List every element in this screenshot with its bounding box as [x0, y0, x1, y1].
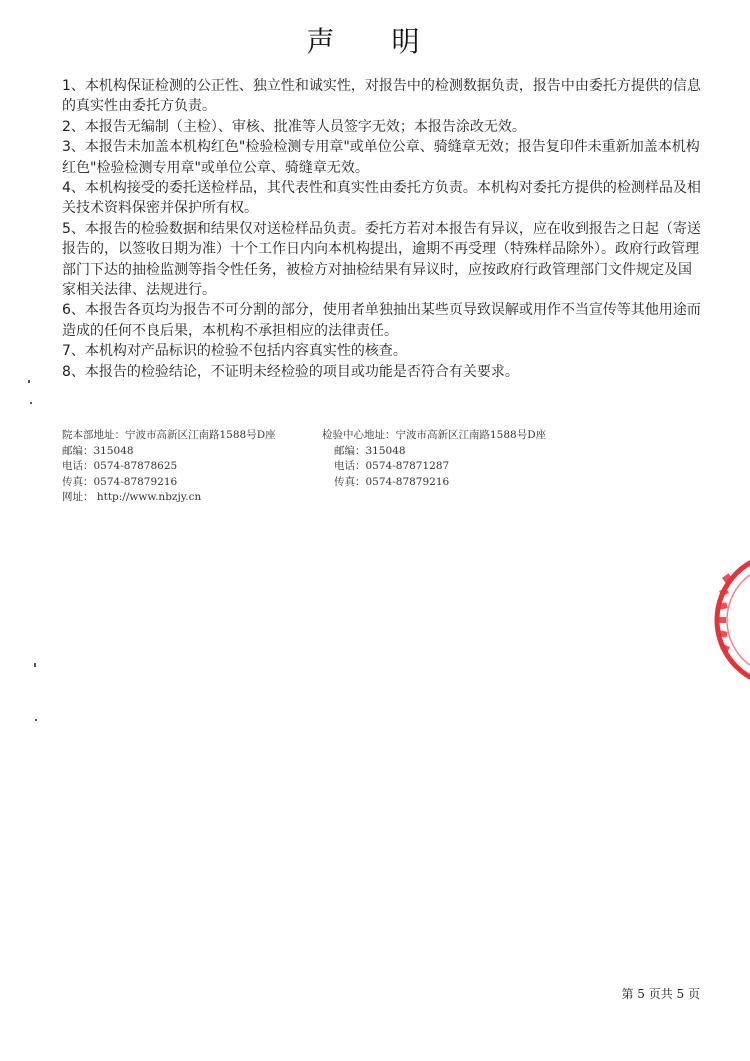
statement-clauses: [62, 76, 702, 382]
hq-website: 网址： http://www.nbzjy.cn: [62, 491, 202, 503]
scan-speck: [34, 663, 36, 667]
red-seal-stamp: [708, 545, 750, 695]
hq-postcode: 邮编：315048: [62, 444, 134, 457]
center-phone: 电话：0574-87871287: [334, 460, 450, 472]
page-number-footer: 第 5 页共 5 页: [621, 987, 700, 1001]
hq-phone: 电话：0574-87878625: [62, 460, 178, 472]
hq-address: 院本部地址：宁波市高新区江南路1588号D座: [62, 429, 276, 441]
clause-2: 2、本报告无编制（主检）、审核、批准等人员签字无效；本报告涂改无效。: [62, 118, 526, 135]
clause-3: 3、本报告未加盖本机构红色"检验检测专用章"或单位公章、骑缝章无效；报告复印件未重新加盖本机构红色"检验检测专用章"或单位公章、骑缝章无效。: [62, 139, 700, 176]
headquarters-contact: [62, 428, 276, 506]
clause-5: 5、本报告的检验数据和结果仅对送检样品负责。委托方若对本报告有异议，应在收到报告之日起（寄送报告的，以签收日期为准）十个工作日内向本机构提出，逾期不再受理（特殊样品除外）。政府行政管理部门下达的抽检监测等指令性任务，被检方对抽检结果有异议时，应按政府行政管理部门文件规定及国家相关法律、法规进行。: [62, 220, 701, 299]
scan-speck: [30, 402, 32, 404]
hq-fax: 传真：0574-87879216: [62, 475, 178, 488]
clause-8: 8、本报告的检验结论，不证明未经检验的项目或功能是否符合有关要求。: [62, 363, 519, 380]
page-title: 声 明: [306, 25, 444, 58]
scan-speck: [35, 719, 37, 721]
clause-7: 7、本机构对产品标识的检验不包括内容真实性的核查。: [62, 343, 407, 360]
clause-1: 1、本机构保证检测的公正性、独立性和诚实性，对报告中的检测数据负责，报告中由委托方提供的信息的真实性由委托方负责。: [62, 78, 701, 115]
center-postcode: 邮编：315048: [334, 444, 406, 457]
center-fax: 传真：0574-87879216: [334, 475, 450, 488]
clause-4: 4、本机构接受的委托送检样品，其代表性和真实性由委托方负责。本机构对委托方提供的检测样品及相关技术资料保密并保护所有权。: [62, 180, 701, 217]
center-address: 检验中心地址：宁波市高新区江南路1588号D座: [322, 429, 547, 441]
scan-speck: [28, 380, 30, 383]
inspection-center-contact: [322, 428, 546, 490]
clause-6: 6、本报告各页均为报告不可分割的部分，使用者单独抽出某些页导致误解或用作不当宣传等其他用途而造成的任何不良后果，本机构不承担相应的法律责任。: [62, 302, 701, 339]
